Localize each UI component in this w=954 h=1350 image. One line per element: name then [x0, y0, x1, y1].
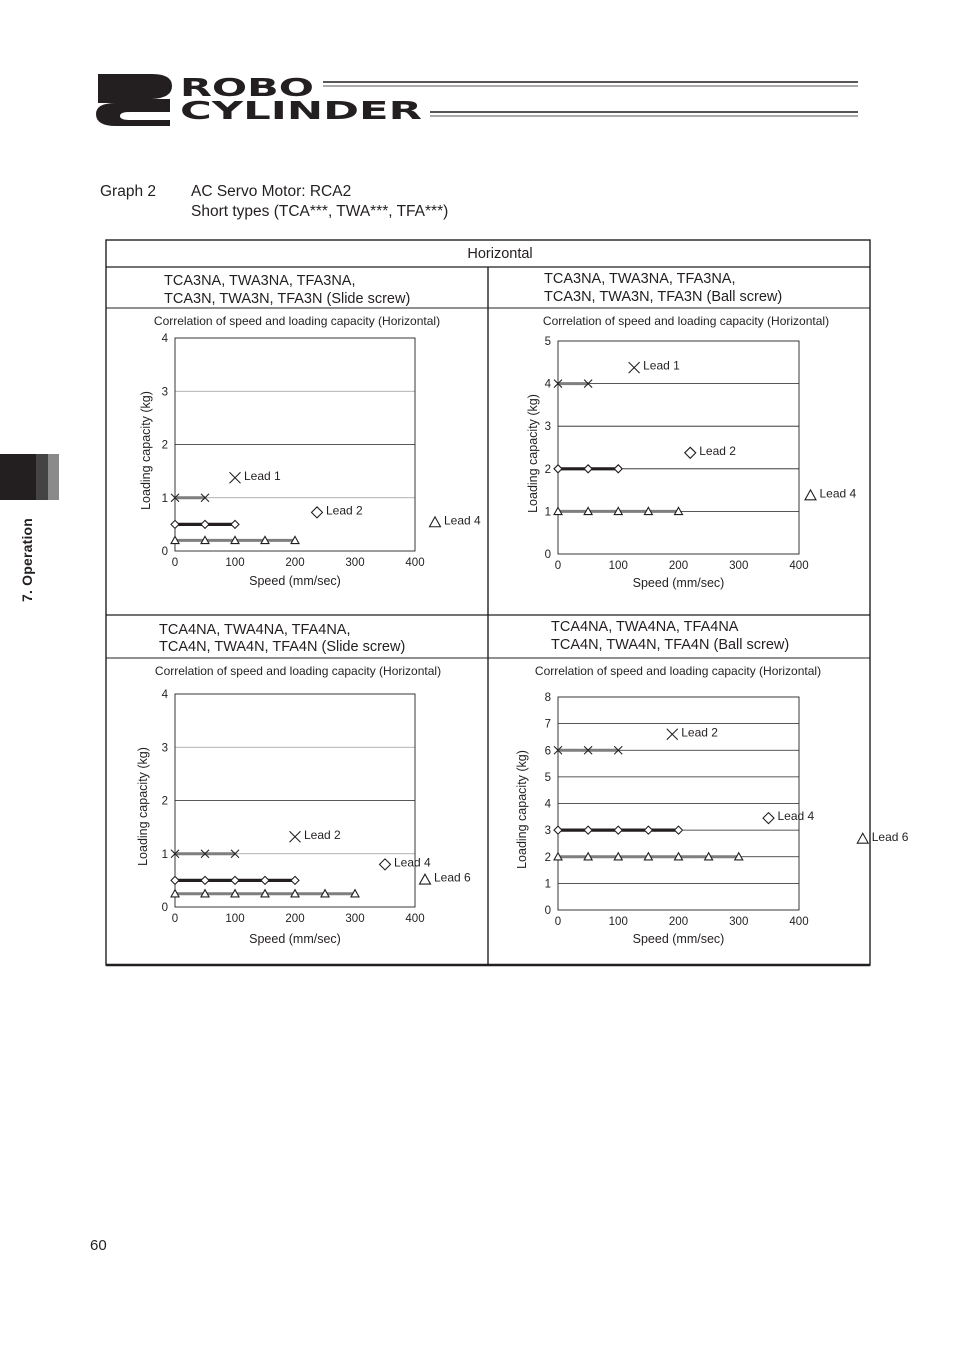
- series-label: Lead 4: [777, 809, 815, 824]
- x-tick-label: 400: [789, 916, 809, 928]
- data-point-diamond: [231, 520, 239, 528]
- data-point-diamond: [171, 876, 179, 884]
- series-lead-6: [171, 871, 471, 897]
- y-tick-label: 2: [544, 851, 551, 864]
- y-tick-label: 1: [161, 492, 168, 505]
- x-tick-label: 400: [405, 557, 425, 569]
- x-axis-label: Speed (mm/sec): [632, 932, 725, 946]
- page-number: 60: [90, 1237, 107, 1254]
- legend-marker-diamond: [312, 507, 323, 518]
- table-frame: [106, 240, 870, 965]
- x-tick-label: 0: [171, 913, 179, 925]
- table-header: Horizontal: [467, 246, 533, 262]
- logo-word-robo: ROBO: [180, 73, 314, 102]
- legend-marker-x: [667, 729, 678, 740]
- data-point-diamond: [644, 826, 652, 834]
- x-tick-label: 0: [554, 560, 562, 572]
- chart-heading-line2: TCA3N, TWA3N, TFA3N (Slide screw): [164, 291, 411, 307]
- y-axis-label: Loading capacity (kg): [139, 391, 153, 510]
- series-label: Lead 2: [681, 725, 718, 740]
- x-axis-label: Speed (mm/sec): [249, 574, 341, 588]
- series-lead-4: [554, 486, 857, 514]
- legend-marker-diamond: [685, 447, 696, 458]
- legend-marker-x: [230, 472, 241, 483]
- chart-title: Correlation of speed and loading capacity (Horizontal): [153, 314, 441, 328]
- chart-title: Correlation of speed and loading capacity (Horizontal): [542, 314, 830, 328]
- series-lead-2: [171, 828, 341, 858]
- data-point-diamond: [554, 465, 562, 473]
- plot-frame: [558, 341, 799, 554]
- chart-3: [136, 622, 471, 946]
- chart-heading-line1: TCA4NA, TWA4NA, TFA4NA: [551, 619, 739, 635]
- series-lead-2: [171, 503, 363, 528]
- data-point-diamond: [614, 826, 622, 834]
- y-tick-label: 2: [544, 463, 551, 476]
- x-tick-label: 200: [668, 916, 689, 928]
- x-tick-label: 300: [345, 557, 365, 569]
- charts-root: [136, 271, 909, 946]
- y-tick-label: 4: [161, 689, 168, 701]
- series-label: Lead 6: [434, 870, 471, 885]
- data-point-diamond: [675, 826, 683, 834]
- y-tick-label: 5: [544, 336, 551, 348]
- graph-title-line1: AC Servo Motor: RCA2: [191, 183, 352, 200]
- series-label: Lead 2: [699, 443, 736, 458]
- y-axis-label: Loading capacity (kg): [515, 750, 529, 869]
- y-tick-label: 3: [544, 421, 551, 434]
- x-tick-label: 200: [285, 913, 305, 925]
- y-tick-label: 3: [544, 825, 551, 838]
- legend-marker-x: [629, 362, 640, 373]
- data-point-diamond: [261, 876, 269, 884]
- series-label: Lead 4: [394, 855, 431, 870]
- chart-2: [526, 271, 857, 590]
- chart-heading-line2: TCA3N, TWA3N, TFA3N (Ball screw): [544, 289, 783, 305]
- x-tick-label: 100: [225, 557, 245, 569]
- series-label: Lead 1: [643, 358, 680, 373]
- series-label: Lead 2: [326, 503, 363, 518]
- y-tick-label: 4: [161, 333, 168, 345]
- x-tick-label: 100: [608, 560, 628, 572]
- data-point-diamond: [584, 465, 592, 473]
- chapter-label: 7. Operation: [19, 517, 35, 603]
- series-lead-4: [171, 513, 481, 543]
- y-tick-label: 0: [161, 902, 168, 914]
- legend-marker-diamond: [380, 859, 391, 870]
- x-axis-label: Speed (mm/sec): [249, 932, 341, 946]
- x-axis-label: Speed (mm/sec): [632, 576, 725, 590]
- x-tick-label: 200: [285, 557, 305, 569]
- legend-marker-triangle: [857, 833, 868, 843]
- data-point-diamond: [554, 826, 562, 834]
- chart-title: Correlation of speed and loading capacity (Horizontal): [534, 664, 822, 678]
- y-tick-label: 2: [161, 439, 168, 452]
- legend-marker-triangle: [805, 490, 816, 500]
- y-tick-label: 4: [544, 378, 551, 391]
- x-tick-label: 0: [554, 916, 562, 928]
- legend-marker-diamond: [763, 813, 774, 824]
- series-label: Lead 4: [444, 513, 481, 528]
- y-tick-label: 6: [544, 745, 551, 758]
- data-point-diamond: [614, 465, 622, 473]
- series-lead-1: [171, 469, 281, 502]
- series-label: Lead 1: [244, 468, 281, 483]
- series-label: Lead 4: [819, 486, 857, 501]
- series-lead-6: [554, 830, 909, 860]
- legend-marker-triangle: [430, 517, 441, 527]
- x-tick-label: 0: [171, 557, 179, 569]
- legend-marker-triangle: [420, 874, 431, 884]
- series-label: Lead 2: [304, 827, 341, 842]
- chart-heading-line1: TCA3NA, TWA3NA, TFA3NA,: [164, 273, 356, 289]
- y-tick-label: 3: [161, 742, 168, 755]
- legend-marker-x: [290, 831, 301, 842]
- data-point-diamond: [201, 876, 209, 884]
- y-axis-label: Loading capacity (kg): [136, 747, 150, 866]
- y-tick-label: 1: [161, 848, 168, 861]
- y-tick-label: 0: [161, 546, 168, 558]
- y-tick-label: 2: [161, 795, 168, 808]
- x-tick-label: 300: [345, 913, 365, 925]
- y-tick-label: 8: [544, 692, 551, 704]
- chart-heading-line1: TCA3NA, TWA3NA, TFA3NA,: [544, 271, 736, 287]
- graph-number: Graph 2: [100, 183, 157, 200]
- x-tick-label: 100: [608, 916, 628, 928]
- x-tick-label: 100: [225, 913, 245, 925]
- y-tick-label: 1: [544, 878, 551, 891]
- chart-heading-line2: TCA4N, TWA4N, TFA4N (Ball screw): [551, 637, 790, 653]
- y-tick-label: 0: [544, 549, 551, 561]
- chart-heading-line2: TCA4N, TWA4N, TFA4N (Slide screw): [159, 639, 406, 655]
- chart-heading-line1: TCA4NA, TWA4NA, TFA4NA,: [159, 622, 351, 638]
- data-point-diamond: [291, 876, 299, 884]
- data-point-diamond: [231, 876, 239, 884]
- y-tick-label: 7: [544, 718, 551, 731]
- x-tick-label: 300: [729, 560, 749, 572]
- chart-title: Correlation of speed and loading capacity (Horizontal): [154, 664, 442, 678]
- x-tick-label: 300: [729, 916, 749, 928]
- x-tick-label: 400: [405, 913, 425, 925]
- series-label: Lead 6: [871, 829, 909, 844]
- y-tick-label: 3: [161, 386, 168, 399]
- logo-word-cylinder: CYLINDER: [180, 96, 422, 125]
- y-tick-label: 4: [544, 798, 551, 811]
- y-tick-label: 1: [544, 506, 551, 519]
- chart-4: [515, 619, 909, 946]
- y-tick-label: 5: [544, 771, 551, 784]
- graph-title-line2: Short types (TCA***, TWA***, TFA***): [191, 202, 449, 220]
- data-point-diamond: [201, 520, 209, 528]
- chart-1: [139, 273, 481, 588]
- y-tick-label: 0: [544, 905, 551, 917]
- series-lead-4: [171, 855, 431, 884]
- y-axis-label: Loading capacity (kg): [526, 394, 540, 513]
- x-tick-label: 200: [668, 560, 689, 572]
- data-point-diamond: [584, 826, 592, 834]
- data-point-diamond: [171, 520, 179, 528]
- x-tick-label: 400: [789, 560, 809, 572]
